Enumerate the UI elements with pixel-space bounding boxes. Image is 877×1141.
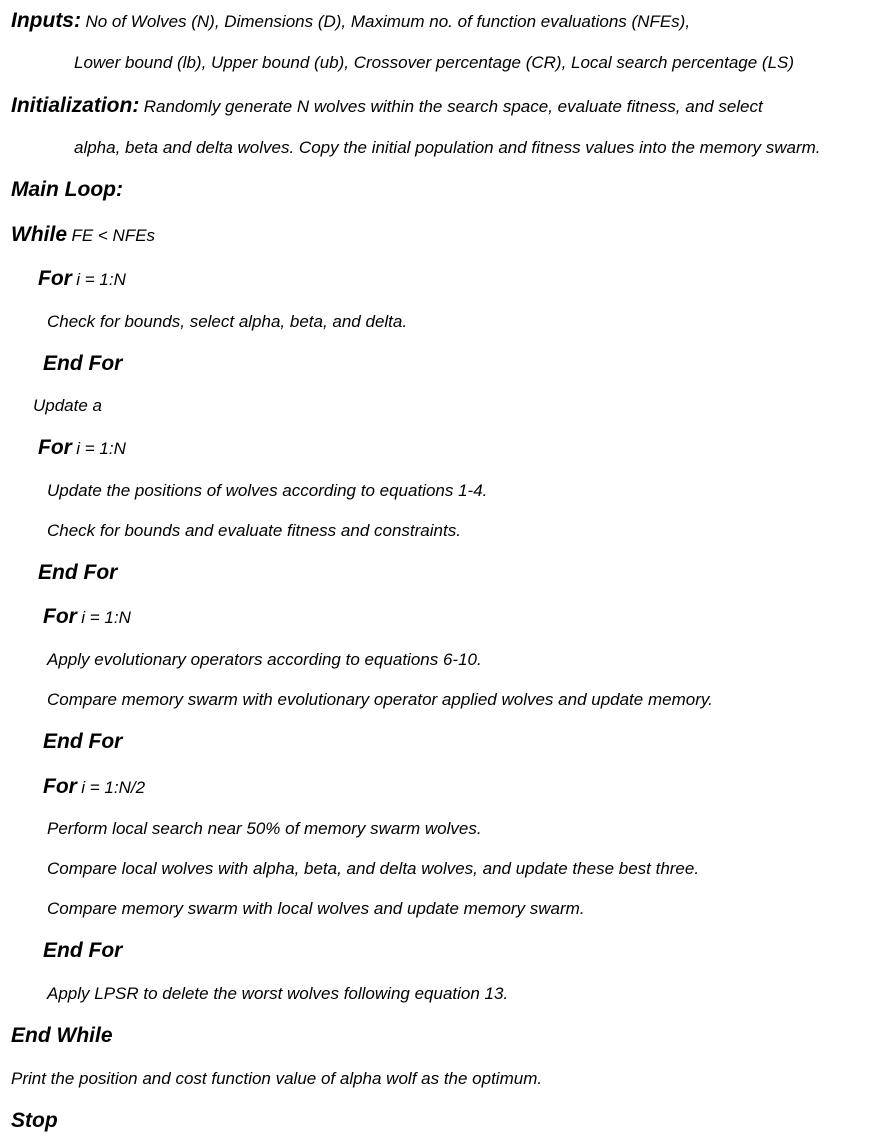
for4-body-line-2 [47, 860, 699, 878]
for4-end-keyword: End For [43, 939, 123, 962]
initialization-keyword: Initialization: [11, 94, 140, 117]
inputs-text-1: No of Wolves (N), Dimensions (D), Maximum no. of function evaluations (NFEs), [85, 12, 691, 31]
lpsr-text: Apply LPSR to delete the worst wolves following equation 13. [47, 984, 509, 1003]
while-keyword: While [11, 223, 67, 246]
for2-body-line-2 [47, 522, 461, 540]
inputs-line [11, 10, 690, 31]
for3-range: i = 1:N [81, 608, 131, 627]
for4-body-line-3 [47, 900, 585, 918]
for3-line [43, 606, 131, 627]
update-a-text: Update a [33, 396, 102, 415]
initialization-line-2 [74, 139, 821, 157]
main-loop-keyword: Main Loop: [11, 178, 123, 201]
for1-line [38, 268, 126, 289]
end-while-line [11, 1025, 113, 1046]
while-condition: FE < NFEs [71, 226, 156, 245]
for2-range: i = 1:N [76, 439, 126, 458]
stop-line [11, 1110, 58, 1131]
print-text: Print the position and cost function value of alpha wolf as the optimum. [11, 1069, 543, 1088]
while-line [11, 224, 155, 245]
for4-body-line-1 [47, 820, 482, 838]
for4-body-text-1: Perform local search near 50% of memory swarm wolves. [47, 819, 482, 838]
for3-body-text-2: Compare memory swarm with evolutionary operator applied wolves and update memory. [47, 690, 713, 709]
stop-keyword: Stop [11, 1109, 58, 1132]
lpsr-line [47, 985, 508, 1003]
for4-line [43, 776, 145, 797]
for2-end-line [38, 562, 117, 583]
for1-body-text: Check for bounds, select alpha, beta, and delta. [47, 312, 408, 331]
for2-end-keyword: End For [38, 561, 118, 584]
update-a-line [33, 397, 102, 415]
initialization-text-2: alpha, beta and delta wolves. Copy the initial population and fitness values into the memory swarm. [74, 138, 821, 157]
for4-end-line [43, 940, 122, 961]
for2-body-text-2: Check for bounds and evaluate fitness and constraints. [47, 521, 461, 540]
for3-body-text-1: Apply evolutionary operators according to equations 6-10. [47, 650, 482, 669]
for1-range: i = 1:N [76, 270, 126, 289]
inputs-text-2: Lower bound (lb), Upper bound (ub), Crossover percentage (CR), Local search percentage (LS) [74, 53, 795, 72]
for3-keyword: For [43, 605, 77, 628]
for1-end-line [43, 353, 122, 374]
for2-body-line-1 [47, 482, 487, 500]
for3-end-keyword: End For [43, 730, 123, 753]
initialization-text-1: Randomly generate N wolves within the search space, evaluate fitness, and select [143, 97, 763, 116]
for1-body-line [47, 313, 407, 331]
for4-range: i = 1:N/2 [81, 778, 146, 797]
initialization-line [11, 95, 763, 116]
inputs-line-2 [74, 54, 794, 72]
for2-line [38, 437, 126, 458]
for2-body-text-1: Update the positions of wolves according to equations 1-4. [47, 481, 488, 500]
print-line [11, 1070, 542, 1088]
main-loop-heading [11, 179, 123, 200]
for2-keyword: For [38, 436, 72, 459]
for4-body-text-3: Compare memory swarm with local wolves and update memory swarm. [47, 899, 585, 918]
for1-end-keyword: End For [43, 352, 123, 375]
for1-keyword: For [38, 267, 72, 290]
for4-keyword: For [43, 775, 77, 798]
inputs-keyword: Inputs: [11, 9, 81, 32]
for3-end-line [43, 731, 122, 752]
end-while-keyword: End While [11, 1024, 113, 1047]
for3-body-line-1 [47, 651, 482, 669]
for4-body-text-2: Compare local wolves with alpha, beta, and delta wolves, and update these best three. [47, 859, 700, 878]
for3-body-line-2 [47, 691, 713, 709]
